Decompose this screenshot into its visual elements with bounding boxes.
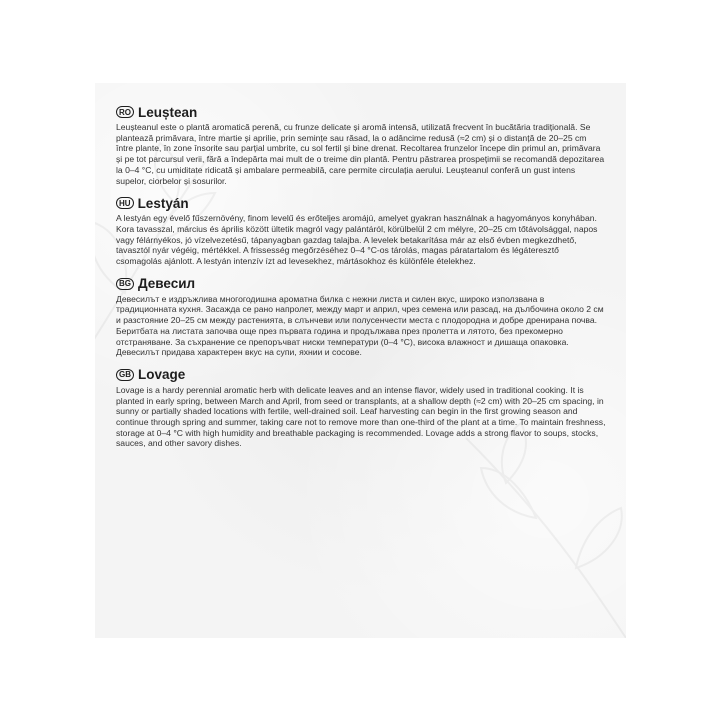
language-badge: RO — [116, 106, 134, 118]
section-header — [116, 367, 606, 383]
language-badge: HU — [116, 197, 134, 209]
section-body: Leușteanul este o plantă aromatică perenă, cu frunze delicate și aromă intensă, utilizată frecvent în bucătăria tradițională. Se plantează primăvara, între martie și aprilie, prin semințe sau răsad, la o adâncime redusă (≈2 cm) și o distanță de 20–25 cm între plante, în zone însorite sau parțial umbrite, cu sol fertil și bine drenat. Recoltarea frunzelor începe din primul an, primăvara și pe tot parcursul verii, fără a îndepărta mai mult de o treime din plantă. Pentru păstrarea prospețimii se recomandă depozitarea la 0–4 °C, cu umiditate ridicată și ambalare permeabilă, care permite circulația aerului. Leușteanul conferă un gust intens supelor, ciorbelor și sosurilor. — [116, 122, 605, 186]
section-hu — [116, 195, 606, 267]
language-badge: BG — [116, 278, 134, 290]
section-body: A lestyán egy évelő fűszernövény, finom levelű és erőteljes aromájú, amelyet gyakran használnak a hagyományos konyhában. Kora tavasszal, március és április között ültetik magról vagy palántáról, körülbelül 2 cm mélyre, 20–25 cm tőtávolsággal, napos vagy félárnyékos, jó vízelvezetésű, tápanyagban gazdag talajba. A levelek betakarítása már az első évben megkezdhető, tavasztól nyár végéig, mértékkel. A frissesség megőrzéséhez 0–4 °C-os tárolás, magas páratartalom és légáteresztő csomagolás ajánlott. A lestyán intenzív ízt ad levesekhez, mártásokhoz és különféle ételekhez. — [116, 213, 598, 267]
label-text-content — [116, 104, 606, 458]
section-title: Leuștean — [138, 104, 198, 120]
language-badge: GB — [116, 369, 134, 381]
section-ro — [116, 104, 606, 186]
product-label-card — [95, 83, 626, 638]
section-header — [116, 276, 606, 292]
section-header — [116, 104, 606, 120]
section-title: Lestyán — [137, 195, 189, 211]
section-title: Девесил — [138, 276, 196, 292]
section-bg — [116, 276, 606, 358]
section-header — [116, 195, 606, 211]
section-body: Девесилът е издръжлива многогодишна ароматна билка с нежни листа и силен вкус, широко използвана в традиционната кухня. Засажда се рано напролет, между март и април, чрез семена или разсад, на дълбочина около 2 см и разстояние 20–25 см между растенията, в слънчеви или полусенчести места с плодородна и добре дренирана почва. Беритбата на листата започва още през първата година и продължава през пролетта и лятото, без прекомерно отстраняване. За съхранение се препоръчват ниски температури (0–4 °C), висока влажност и дишаща опаковка. Девесилът придава характерен вкус на супи, яхнии и сосове. — [116, 293, 604, 358]
section-title: Lovage — [138, 367, 186, 383]
section-body: Lovage is a hardy perennial aromatic herb with delicate leaves and an intense flavor, widely used in traditional cooking. It is planted in early spring, between March and April, from seed or transplants, at a shallow depth (≈2 cm) with 20–25 cm spacing, in sunny or partially shaded locations with fertile, well-drained soil. Leaf harvesting can begin in the first growing season and continue through spring and summer, taking care not to remove more than one-third of the plant at a time. To maintain freshness, storage at 0–4 °C with high humidity and breathable packaging is recommended. Lovage adds a strong flavor to soups, stocks, sauces, and other savory dishes. — [116, 384, 606, 449]
section-gb — [116, 367, 606, 449]
